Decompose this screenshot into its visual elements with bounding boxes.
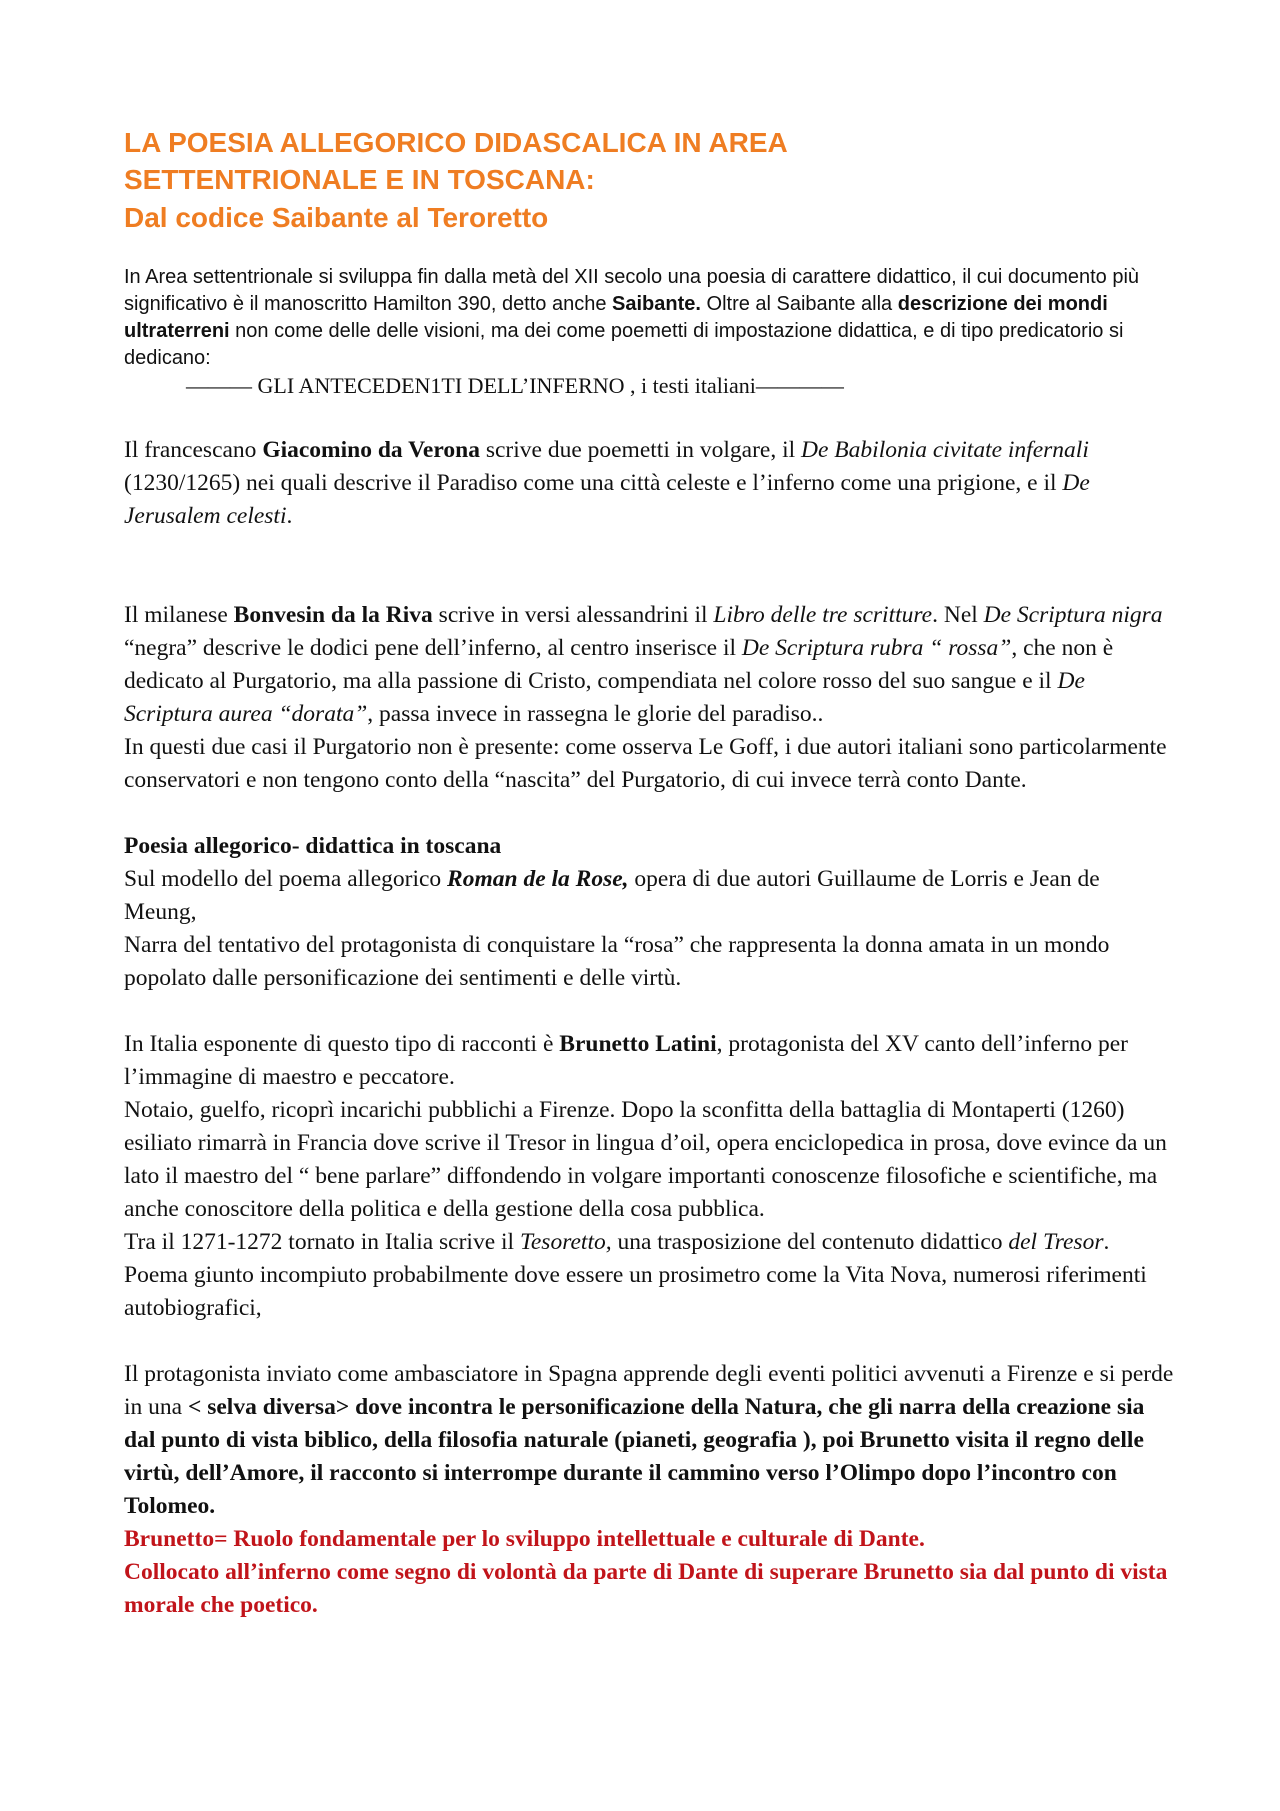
antecedents-heading-line: ——— GLI ANTECEDEN1TI DELL’INFERNO , i testi italiani———— xyxy=(186,373,844,398)
title-line-2: SETTENTRIONALE E IN TOSCANA: xyxy=(124,164,595,195)
tesoretto-plot-paragraph: Il protagonista inviato come ambasciatore in Spagna apprende degli eventi politici avvenuti a Firenze e si perde in una < selva diversa> dove incontra le personificazione della Natura, che gli narra della creazione sia dal punto di vista biblico, della filosofia naturale (pianeti, geografia ), poi Brunetto visita il regno delle virtù, dell’Amore, il racconto si interrompe durante il cammino verso l’Olimpo dopo l’incontro con Tolomeo. xyxy=(124,1361,1174,1519)
intro-paragraph: In Area settentrionale si sviluppa fin dalla metà del XII secolo una poesia di carattere didattico, il cui documento più significativo è il manoscritto Hamilton 390, detto anche Saibante. Oltre al Saibante alla descrizione dei mondi ultraterreni non come delle delle visioni, ma dei come poemetti di impostazione didattica, e di tipo predicatorio si dedicano: xyxy=(124,266,1140,369)
tesoretto-paragraph: Tra il 1271-1272 tornato in Italia scrive il Tesoretto, una trasposizione del contenuto didattico del Tresor. Poema giunto incompiuto probabilmente dove essere un prosimetro come la Vita Nova, numerosi riferimenti autobiografici, xyxy=(124,1229,1147,1321)
rosa-paragraph: Narra del tentativo del protagonista di conquistare la “rosa” che rappresenta la donna amata in un mondo popolato dalle personificazione dei sentimenti e delle virtù. xyxy=(124,932,1110,991)
brunetto-bio-paragraph: Notaio, guelfo, ricoprì incarichi pubblichi a Firenze. Dopo la sconfitta della battaglia di Montaperti (1260) esiliato rimarrà in Francia dove scrive il Tresor in lingua d’oil, opera enciclopedica in prosa, dove evince da un lato il maestro del “ bene parlare” diffondendo in volgare importanti conoscenze filosofiche e scientifiche, ma anche conoscitore della politica e della gestione della cosa pubblica. xyxy=(124,1097,1167,1222)
brunetto-intro-paragraph: In Italia esponente di questo tipo di racconti è Brunetto Latini, protagonista del XV canto dell’inferno per l’immagine di maestro e peccatore. xyxy=(124,1031,1128,1090)
document-title xyxy=(124,124,1174,198)
bonvesin-paragraph: Il milanese Bonvesin da la Riva scrive in versi alessandrini il Libro delle tre scritture. Nel De Scriptura nigra “negra” descrive le dodici pene dell’inferno, al centro inserisce il De Scriptura rubra “ rossa”, che non è dedicato al Purgatorio, ma alla passione di Cristo, compendiata nel colore rosso del suo sangue e il De Scriptura aurea “dorata”, passa invece in rassegna le glorie del paradiso.. xyxy=(124,602,1163,727)
purgatorio-paragraph: In questi due casi il Purgatorio non è presente: come osserva Le Goff, i due autori italiani sono particolarmente conservatori e non tengono conto della “nascita” del Purgatorio, di cui invece terrà conto Dante. xyxy=(124,734,1167,793)
toscana-heading: Poesia allegorico- didattica in toscana xyxy=(124,833,502,859)
red-note-2: Collocato all’inferno come segno di volontà da parte di Dante di superare Brunetto sia dal punto di vista morale che poetico. xyxy=(124,1559,1168,1618)
giacomino-paragraph: Il francescano Giacomino da Verona scrive due poemetti in volgare, il De Babilonia civitate infernali (1230/1265) nei quali descrive il Paradiso come una città celeste e l’inferno come una prigione, e il De Jerusalem celesti. xyxy=(124,437,1090,529)
document-page xyxy=(124,124,1174,1622)
document-subtitle: Dal codice Saibante al Teroretto xyxy=(124,202,549,233)
roman-de-la-rose-paragraph: Sul modello del poema allegorico Roman de la Rose, opera di due autori Guillaume de Lorris e Jean de Meung, xyxy=(124,866,1100,925)
title-line-1: LA POESIA ALLEGORICO DIDASCALICA IN AREA xyxy=(124,127,788,158)
red-note-1: Brunetto= Ruolo fondamentale per lo sviluppo intellettuale e culturale di Dante. xyxy=(124,1526,925,1552)
